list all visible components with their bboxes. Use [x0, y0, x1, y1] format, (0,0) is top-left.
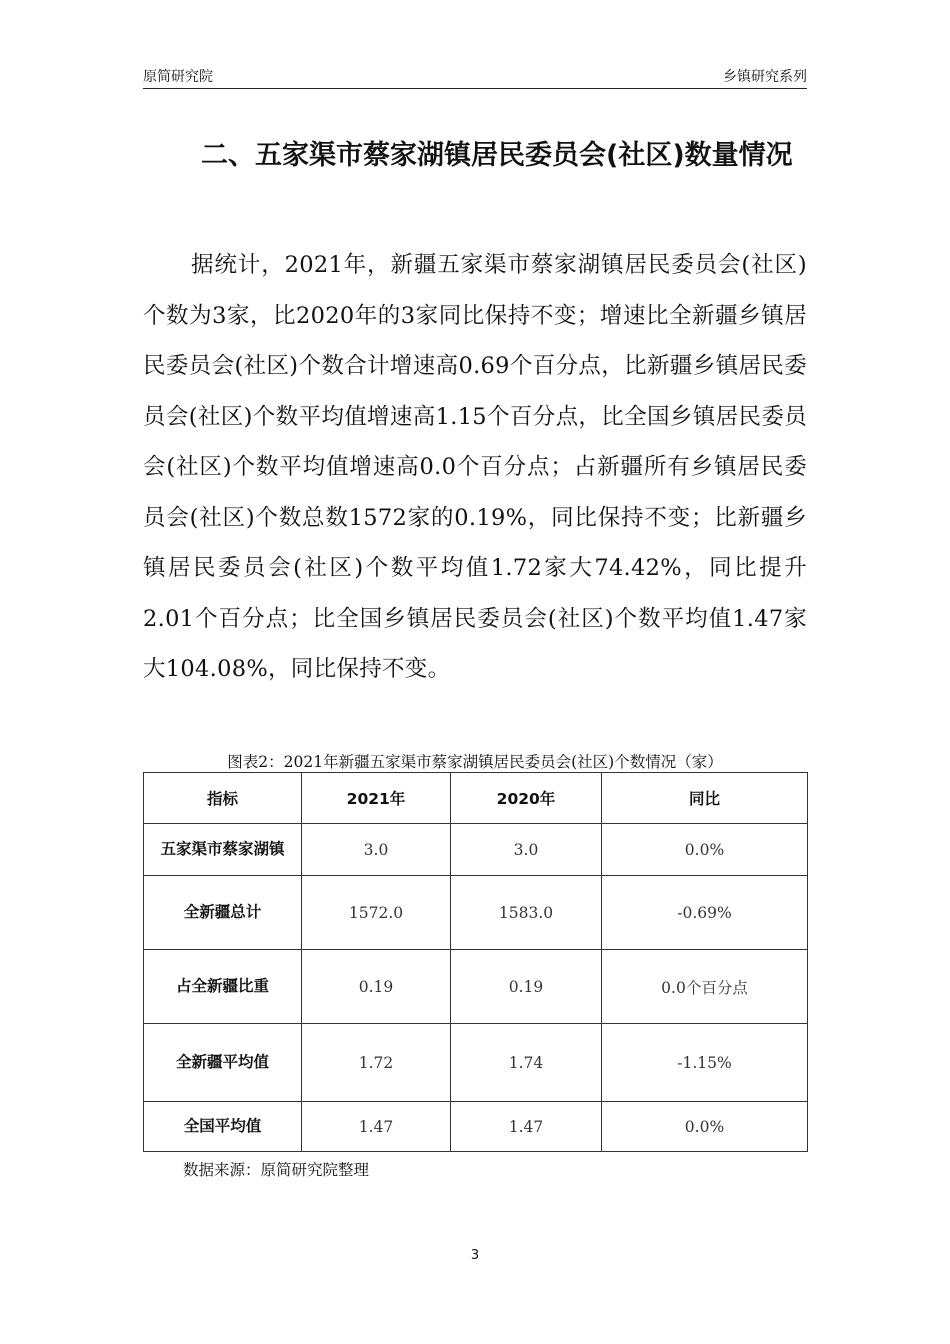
header-series-name: 乡镇研究系列 [723, 69, 807, 85]
row-label: 全国平均值 [144, 1102, 302, 1152]
table-header-row [144, 773, 808, 824]
table-caption: 图表2：2021年新疆五家渠市蔡家湖镇居民委员会(社区)个数情况（家） [227, 753, 723, 771]
cell-2021: 1.47 [302, 1102, 451, 1152]
cell-2021: 3.0 [302, 824, 451, 876]
body-paragraph: 据统计，2021年，新疆五家渠市蔡家湖镇居民委员会(社区)个数为3家，比2020年的3家同比保持不变；增速比全新疆乡镇居民委员会(社区)个数合计增速高0.69个百分点，比新疆乡镇居民委员会(社区)个数平均值增速高1.15个百分点，比全国乡镇居民委员会(社区)个数平均值增速高0.0个百分点；占新疆所有乡镇居民委员会(社区)个数总数1572家的0.19%，同比保持不变；比新疆乡镇居民委员会(社区)个数平均值1.72家大74.42%，同比提升2.01个百分点；比全国乡镇居民委员会(社区)个数平均值1.47家大104.08%，同比保持不变。 [143, 252, 807, 682]
row-label: 占全新疆比重 [144, 950, 302, 1024]
cell-yoy: -0.69% [602, 876, 808, 950]
page-header [143, 66, 807, 89]
row-label: 全新疆平均值 [144, 1024, 302, 1102]
table-row [144, 824, 808, 876]
cell-2021: 1572.0 [302, 876, 451, 950]
table-row [144, 1024, 808, 1102]
cell-2020: 1.47 [451, 1102, 602, 1152]
data-source-note: 数据来源：原简研究院整理 [183, 1161, 370, 1179]
section-title: 二、五家渠市蔡家湖镇居民委员会(社区)数量情况 [201, 140, 793, 171]
cell-2020: 1.74 [451, 1024, 602, 1102]
row-label: 全新疆总计 [144, 876, 302, 950]
table-row [144, 950, 808, 1024]
table-row [144, 876, 808, 950]
header-indicator: 指标 [144, 773, 302, 824]
header-yoy: 同比 [602, 773, 808, 824]
page-number: 3 [470, 1248, 480, 1263]
table-row [144, 1102, 808, 1152]
header-2020: 2020年 [451, 773, 602, 824]
cell-yoy: 0.0% [602, 1102, 808, 1152]
data-table [143, 772, 808, 1152]
cell-yoy: -1.15% [602, 1024, 808, 1102]
row-label: 五家渠市蔡家湖镇 [144, 824, 302, 876]
header-2021: 2021年 [302, 773, 451, 824]
cell-2020: 3.0 [451, 824, 602, 876]
cell-2021: 1.72 [302, 1024, 451, 1102]
cell-2020: 0.19 [451, 950, 602, 1024]
header-org-name: 原简研究院 [143, 69, 213, 85]
cell-yoy: 0.0个百分点 [602, 950, 808, 1024]
cell-yoy: 0.0% [602, 824, 808, 876]
cell-2020: 1583.0 [451, 876, 602, 950]
cell-2021: 0.19 [302, 950, 451, 1024]
